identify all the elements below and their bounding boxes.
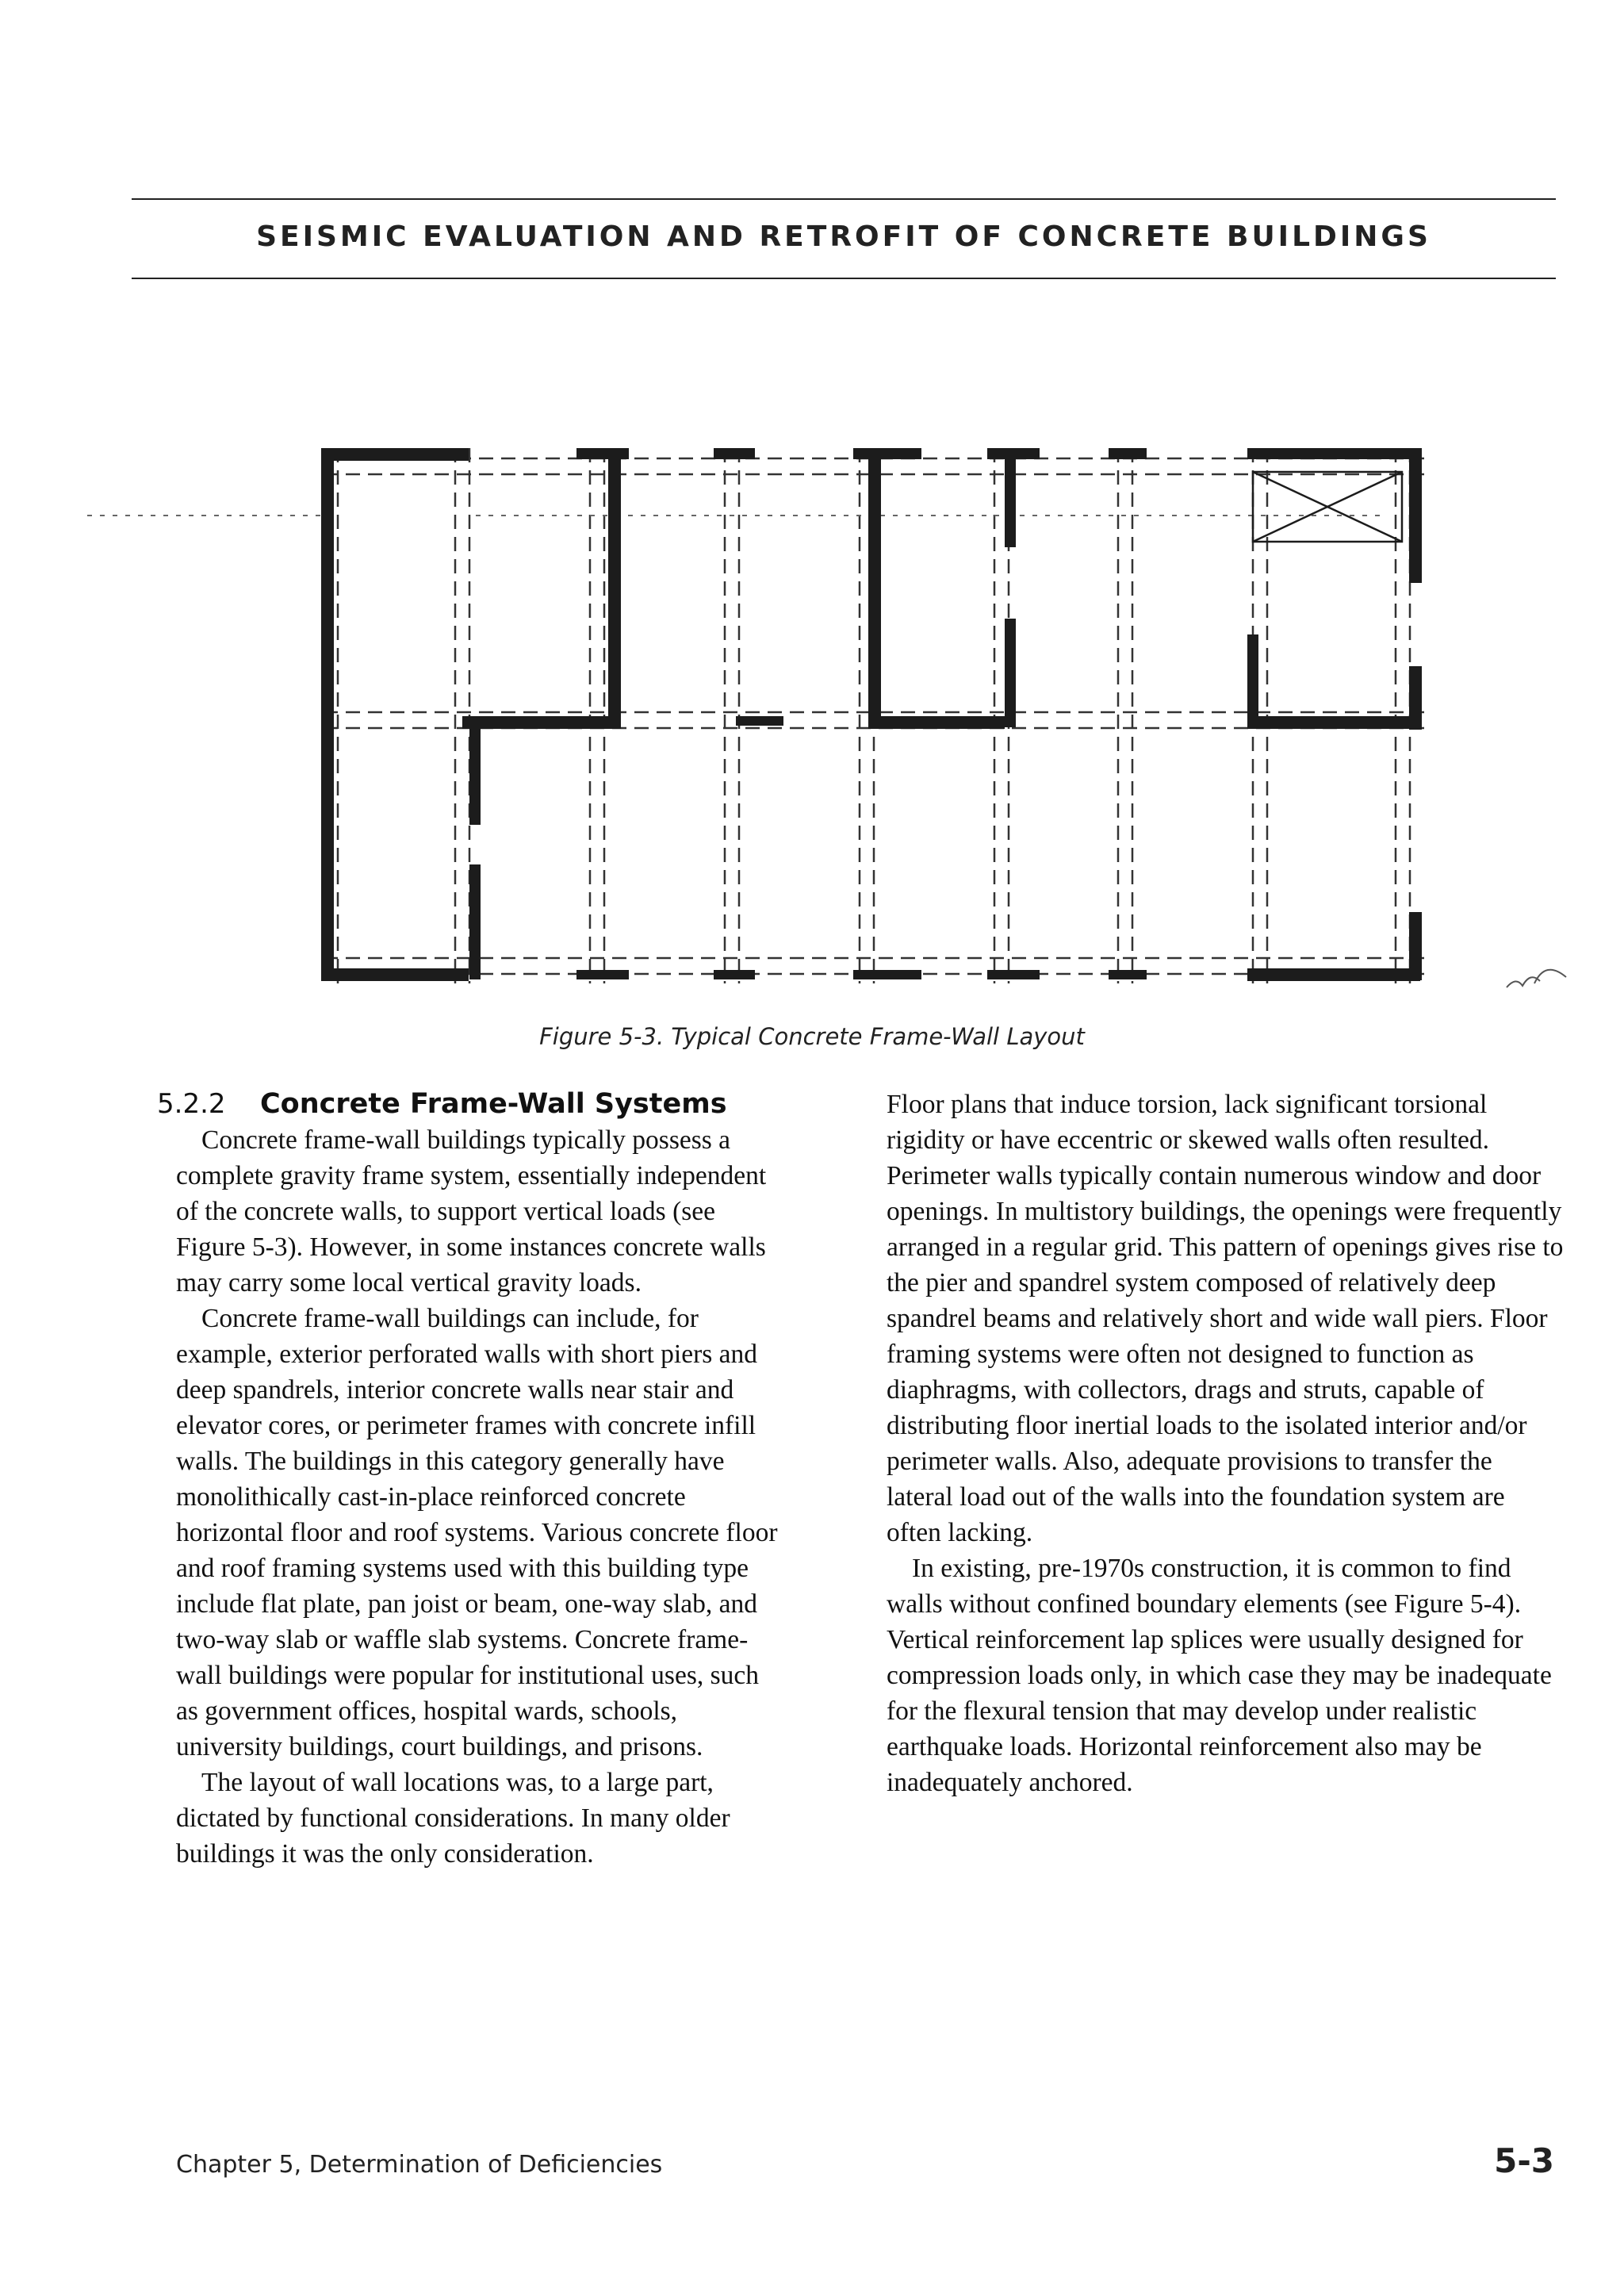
core-wall-right-lower <box>1005 619 1016 727</box>
perimeter-wall-right-upper <box>1409 448 1422 583</box>
section-heading <box>157 1087 779 1122</box>
spandrel-segment <box>714 970 755 979</box>
handwritten-mark <box>1507 970 1566 987</box>
paragraph: Concrete frame-wall buildings typically possess a complete gravity frame system, essentially independent of the concrete walls, to support vertical loads (see Figure 5-3). However, in some instances concrete walls may carry some local vertical gravity loads. <box>176 1125 767 1297</box>
interior-wall-horizontal <box>462 716 621 729</box>
paragraph: Floor plans that induce torsion, lack significant torsional rigidity or have eccentric or skewed walls often resulted. Perimeter walls typically contain numerous window and door openings. In multistory buildings, the openings were frequently arranged in a regular grid. This pattern of openings gives rise to the pier and spandrel system composed of relatively deep spandrel beams and relatively short and wide wall piers. Floor framing systems were often not designed to function as diaphragms, with collectors, drags and struts, capable of distributing floor inertial loads to the isolated interior and/or perimeter walls. Also, adequate provisions to transfer the lateral load out of the walls into the foundation system are often lacking. <box>887 1090 1564 1547</box>
stair-opening <box>1253 472 1402 542</box>
right-column <box>887 1087 1565 1800</box>
spandrel-segment <box>1109 448 1147 459</box>
paragraph: In existing, pre-1970s construction, it is common to find walls without confined boundary elements (see Figure 5-4). Vertical reinforcement lap splices were usually designed for compression loads only, in which case they may be inadequate for the flexural tension that may develop under realistic earthquake loads. Horizontal reinforcement also may be inadequately anchored. <box>887 1554 1552 1797</box>
perimeter-wall-bottom-left <box>321 968 469 981</box>
spandrel-segment <box>853 448 921 459</box>
section-number: 5.2.2 <box>157 1088 226 1120</box>
interior-wall-segment <box>469 728 481 825</box>
spandrel-segment <box>853 970 921 979</box>
running-header: SEISMIC EVALUATION AND RETROFIT OF CONCRETE BUILDINGS <box>256 220 1431 253</box>
figure-caption: Figure 5-3. Typical Concrete Frame-Wall Layout <box>539 1023 1085 1050</box>
footer-chapter: Chapter 5, Determination of Deficiencies <box>176 2151 663 2179</box>
page-number: 5-3 <box>1494 2141 1554 2180</box>
core-wall-right-upper <box>1005 448 1016 547</box>
perimeter-wall-top-right <box>1247 448 1420 459</box>
spandrel-segment <box>1109 970 1147 979</box>
paragraph: Concrete frame-wall buildings can include, for example, exterior perforated walls with short piers and deep spandrels, interior concrete walls near stair and elevator cores, or perimeter frames with concrete infill walls. The buildings in this category generally have monolithically cast-in-place reinforced concrete horizontal floor and roof systems. Various concrete floor and roof framing systems used with this building type include flat plate, pan joist or beam, one-way slab, and two-way slab or waffle slab systems. Concrete frame-wall buildings were popular for institutional uses, such as government offices, hospital wards, schools, university buildings, court buildings, and prisons. <box>176 1304 778 1761</box>
frame-wall-floor-plan <box>0 0 1624 1047</box>
core-wall-bottom <box>868 716 1005 729</box>
concrete-walls <box>321 448 1422 981</box>
spandrel-segment <box>987 970 1040 979</box>
section-title: Concrete Frame-Wall Systems <box>260 1088 727 1120</box>
perimeter-wall-top-left <box>321 448 469 461</box>
spandrel-segment <box>576 448 629 459</box>
left-column <box>157 1087 779 1872</box>
spandrel-segment <box>576 970 629 979</box>
wall-segment <box>1247 634 1258 728</box>
interior-wall-vertical <box>608 448 621 727</box>
perimeter-wall-bottom-right <box>1247 968 1420 981</box>
wall-segment <box>736 716 783 726</box>
wall-segment <box>1247 716 1422 729</box>
spandrel-segment <box>714 448 755 459</box>
core-wall-left <box>868 448 881 727</box>
perimeter-wall-left <box>321 448 334 981</box>
interior-wall-segment <box>469 864 481 979</box>
paragraph: The layout of wall locations was, to a large part, dictated by functional considerations. In many older buildings it was the only consideration. <box>176 1768 730 1869</box>
